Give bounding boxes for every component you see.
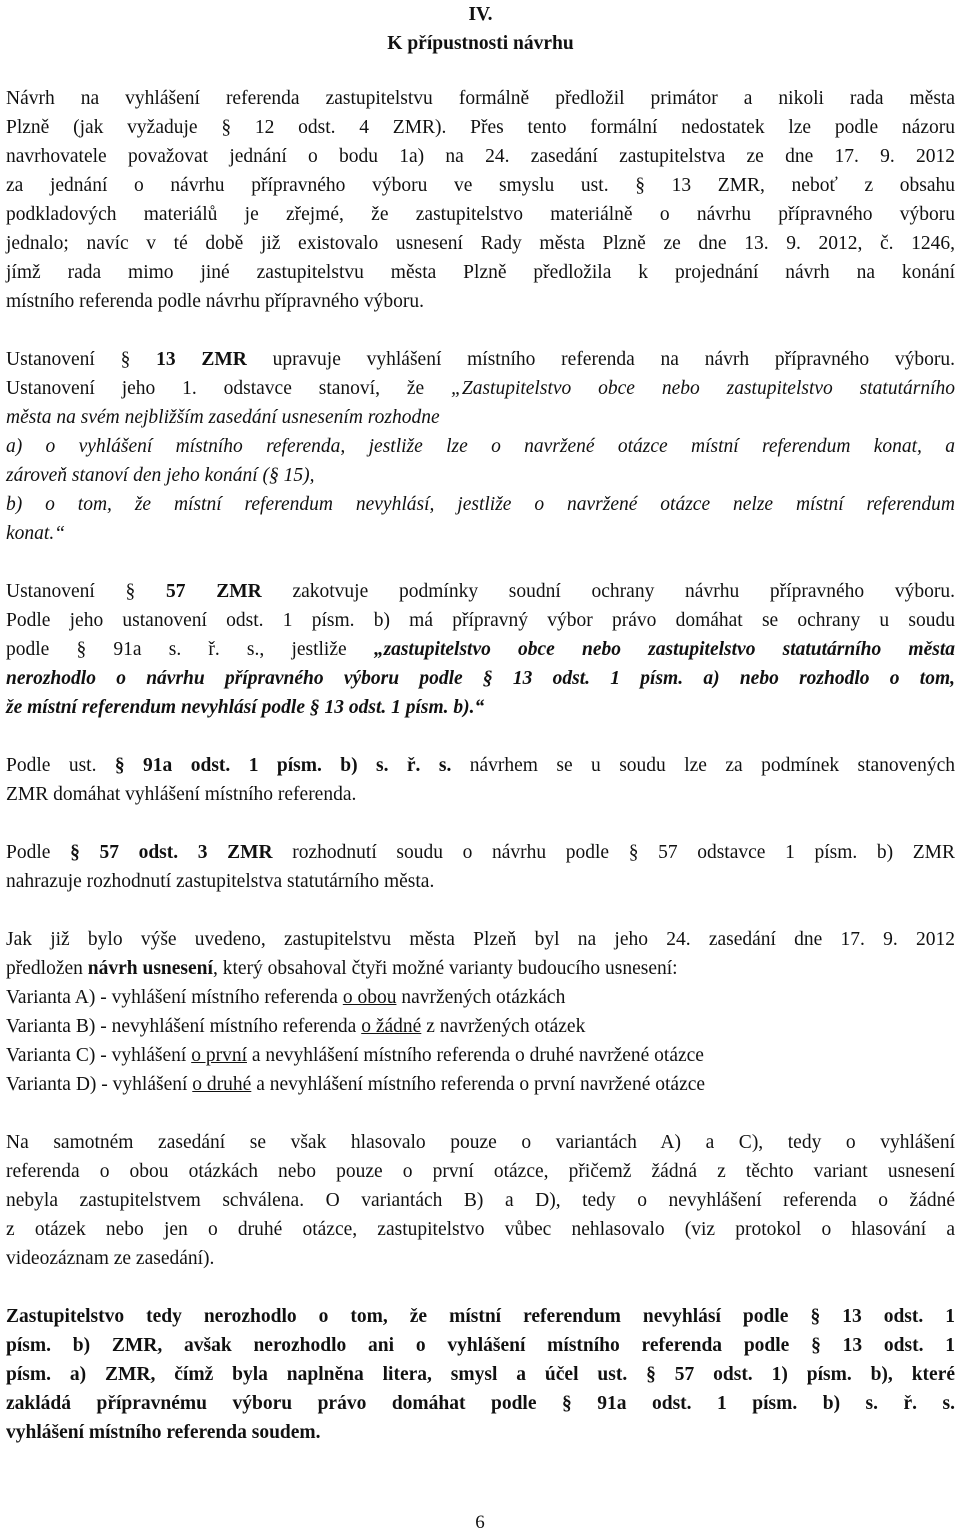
paragraph-section-91a xyxy=(6,751,955,809)
text-line: Podle § 57 odst. 3 ZMR rozhodnutí soudu o návrhu podle § 57 odstavce 1 písm. b) ZMR xyxy=(6,842,956,863)
text-line: nahrazuje rozhodnutí zastupitelstva statutárního města. xyxy=(6,871,435,892)
text-line: Plzně (jak vyžaduje § 12 odst. 4 ZMR). Přes tento formální nedostatek lze podle názoru xyxy=(6,117,955,138)
text-line: města na svém nejbližším zasedání usnesením rozhodne xyxy=(6,407,440,428)
paragraph-section-57 xyxy=(6,577,955,722)
text-line: konat.“ xyxy=(6,523,66,544)
text-line: zakládá přípravnému výboru právo domáhat podle § 91a odst. 1 písm. b) s. ř. s. xyxy=(6,1393,955,1414)
text-line: Zastupitelstvo tedy nerozhodlo o tom, že místní referendum nevyhlásí podle § 13 odst. 1 xyxy=(6,1306,955,1327)
page-number: 6 xyxy=(475,1512,485,1533)
text-line: Podle ust. § 91a odst. 1 písm. b) s. ř. s. návrhem se u soudu lze za podmínek stanovených xyxy=(6,755,955,776)
variant-d: Varianta D) - vyhlášení o druhé a nevyhlášení místního referenda o první navržené otázce xyxy=(6,1074,706,1095)
paragraph-section-13 xyxy=(6,345,955,548)
variant-b: Varianta B) - nevyhlášení místního referenda o žádné z navržených otázek xyxy=(6,1016,586,1037)
text-line: Podle jeho ustanovení odst. 1 písm. b) má přípravný výbor právo domáhat se ochrany u soudu xyxy=(6,610,955,631)
variant-c: Varianta C) - vyhlášení o první a nevyhlášení místního referenda o druhé navržené otázce xyxy=(6,1045,704,1066)
variant-a: Varianta A) - vyhlášení místního referenda o obou navržených otázkách xyxy=(6,987,566,1008)
text-line: z otázek nebo jen o druhé otázce, zastupitelstvo vůbec nehlasovalo (viz protokol o hlasování a xyxy=(6,1219,955,1240)
text-line: referenda o obou otázkách nebo pouze o první otázce, přičemž žádná z těchto variant usnesení xyxy=(6,1161,955,1182)
text-line: Jak již bylo výše uvedeno, zastupitelstvu města Plzeň byl na jeho 24. zasedání dne 17. 9. 2012 xyxy=(6,929,955,950)
text-line: že místní referendum nevyhlásí podle § 13 odst. 1 písm. b).“ xyxy=(6,697,485,718)
text-line: a) o vyhlášení místního referenda, jestliže lze o navržené otázce místní referendum konat, a xyxy=(6,436,955,457)
text-line: předložen návrh usnesení, který obsahoval čtyři možné varianty budoucího usnesení: xyxy=(6,958,678,979)
text-line: písm. b) ZMR, avšak nerozhodlo ani o vyhlášení místního referenda podle § 13 odst. 1 xyxy=(6,1335,955,1356)
text-line: nebyla zastupitelstvem schválena. O variantách B) a D), tedy o nevyhlášení referenda o žádné xyxy=(6,1190,955,1211)
text-line: nerozhodlo o návrhu přípravného výboru podle § 13 odst. 1 písm. a) nebo rozhodlo o tom, xyxy=(6,668,955,689)
text-line: Ustanovení § 57 ZMR zakotvuje podmínky soudní ochrany návrhu přípravného výboru. xyxy=(6,581,955,602)
text-line: Ustanovení § 13 ZMR upravuje vyhlášení místního referenda na návrh přípravného výboru. xyxy=(6,349,955,370)
text-line: vyhlášení místního referenda soudem. xyxy=(6,1422,321,1443)
text-line: místního referenda podle návrhu přípravného výboru. xyxy=(6,291,425,312)
document-page xyxy=(6,0,955,1447)
paragraph-conclusion xyxy=(6,1302,955,1447)
paragraph-resolution-variants xyxy=(6,925,955,1099)
text-line: videozáznam ze zasedání). xyxy=(6,1248,215,1269)
section-number: IV. xyxy=(468,4,493,25)
text-line: Ustanovení jeho 1. odstavce stanoví, že „Zastupitelstvo obce nebo zastupitelstvo statutárního xyxy=(6,378,955,399)
text-line: za jednání o návrhu přípravného výboru ve smyslu ust. § 13 ZMR, neboť z obsahu xyxy=(6,175,955,196)
paragraph-voting xyxy=(6,1128,955,1273)
text-line: Návrh na vyhlášení referenda zastupitelstvu formálně předložil primátor a nikoli rada města xyxy=(6,88,955,109)
text-line: podle § 91a s. ř. s., jestliže „zastupitelstvo obce nebo zastupitelstvo statutárního města xyxy=(6,639,956,660)
text-line: ZMR domáhat vyhlášení místního referenda. xyxy=(6,784,357,805)
text-line: zároveň stanoví den jeho konání (§ 15), xyxy=(6,465,315,486)
text-line: navrhovatele považovat jednání o bodu 1a) na 24. zasedání zastupitelstva ze dne 17. 9. 2012 xyxy=(6,146,955,167)
paragraph-admissibility xyxy=(6,84,955,316)
text-line: jednalo; navíc v té době již existovalo usnesení Rady města Plzně ze dne 13. 9. 2012, č. 1246, xyxy=(6,233,955,254)
text-line: podkladových materiálů je zřejmé, že zastupitelstvo materiálně o návrhu přípravného výboru xyxy=(6,204,955,225)
text-line: b) o tom, že místní referendum nevyhlásí, jestliže o navržené otázce nelze místní referendum xyxy=(6,494,955,515)
text-line: písm. a) ZMR, čímž byla naplněna litera, smysl a účel ust. § 57 odst. 1) písm. b), které xyxy=(6,1364,955,1385)
text-line: Na samotném zasedání se však hlasovalo pouze o variantách A) a C), tedy o vyhlášení xyxy=(6,1132,955,1153)
paragraph-section-57-3 xyxy=(6,838,955,896)
section-title: K přípustnosti návrhu xyxy=(387,33,574,54)
text-line: jímž rada mimo jiné zastupitelstvu města Plzně předložila k projednání návrh na konání xyxy=(6,262,955,283)
